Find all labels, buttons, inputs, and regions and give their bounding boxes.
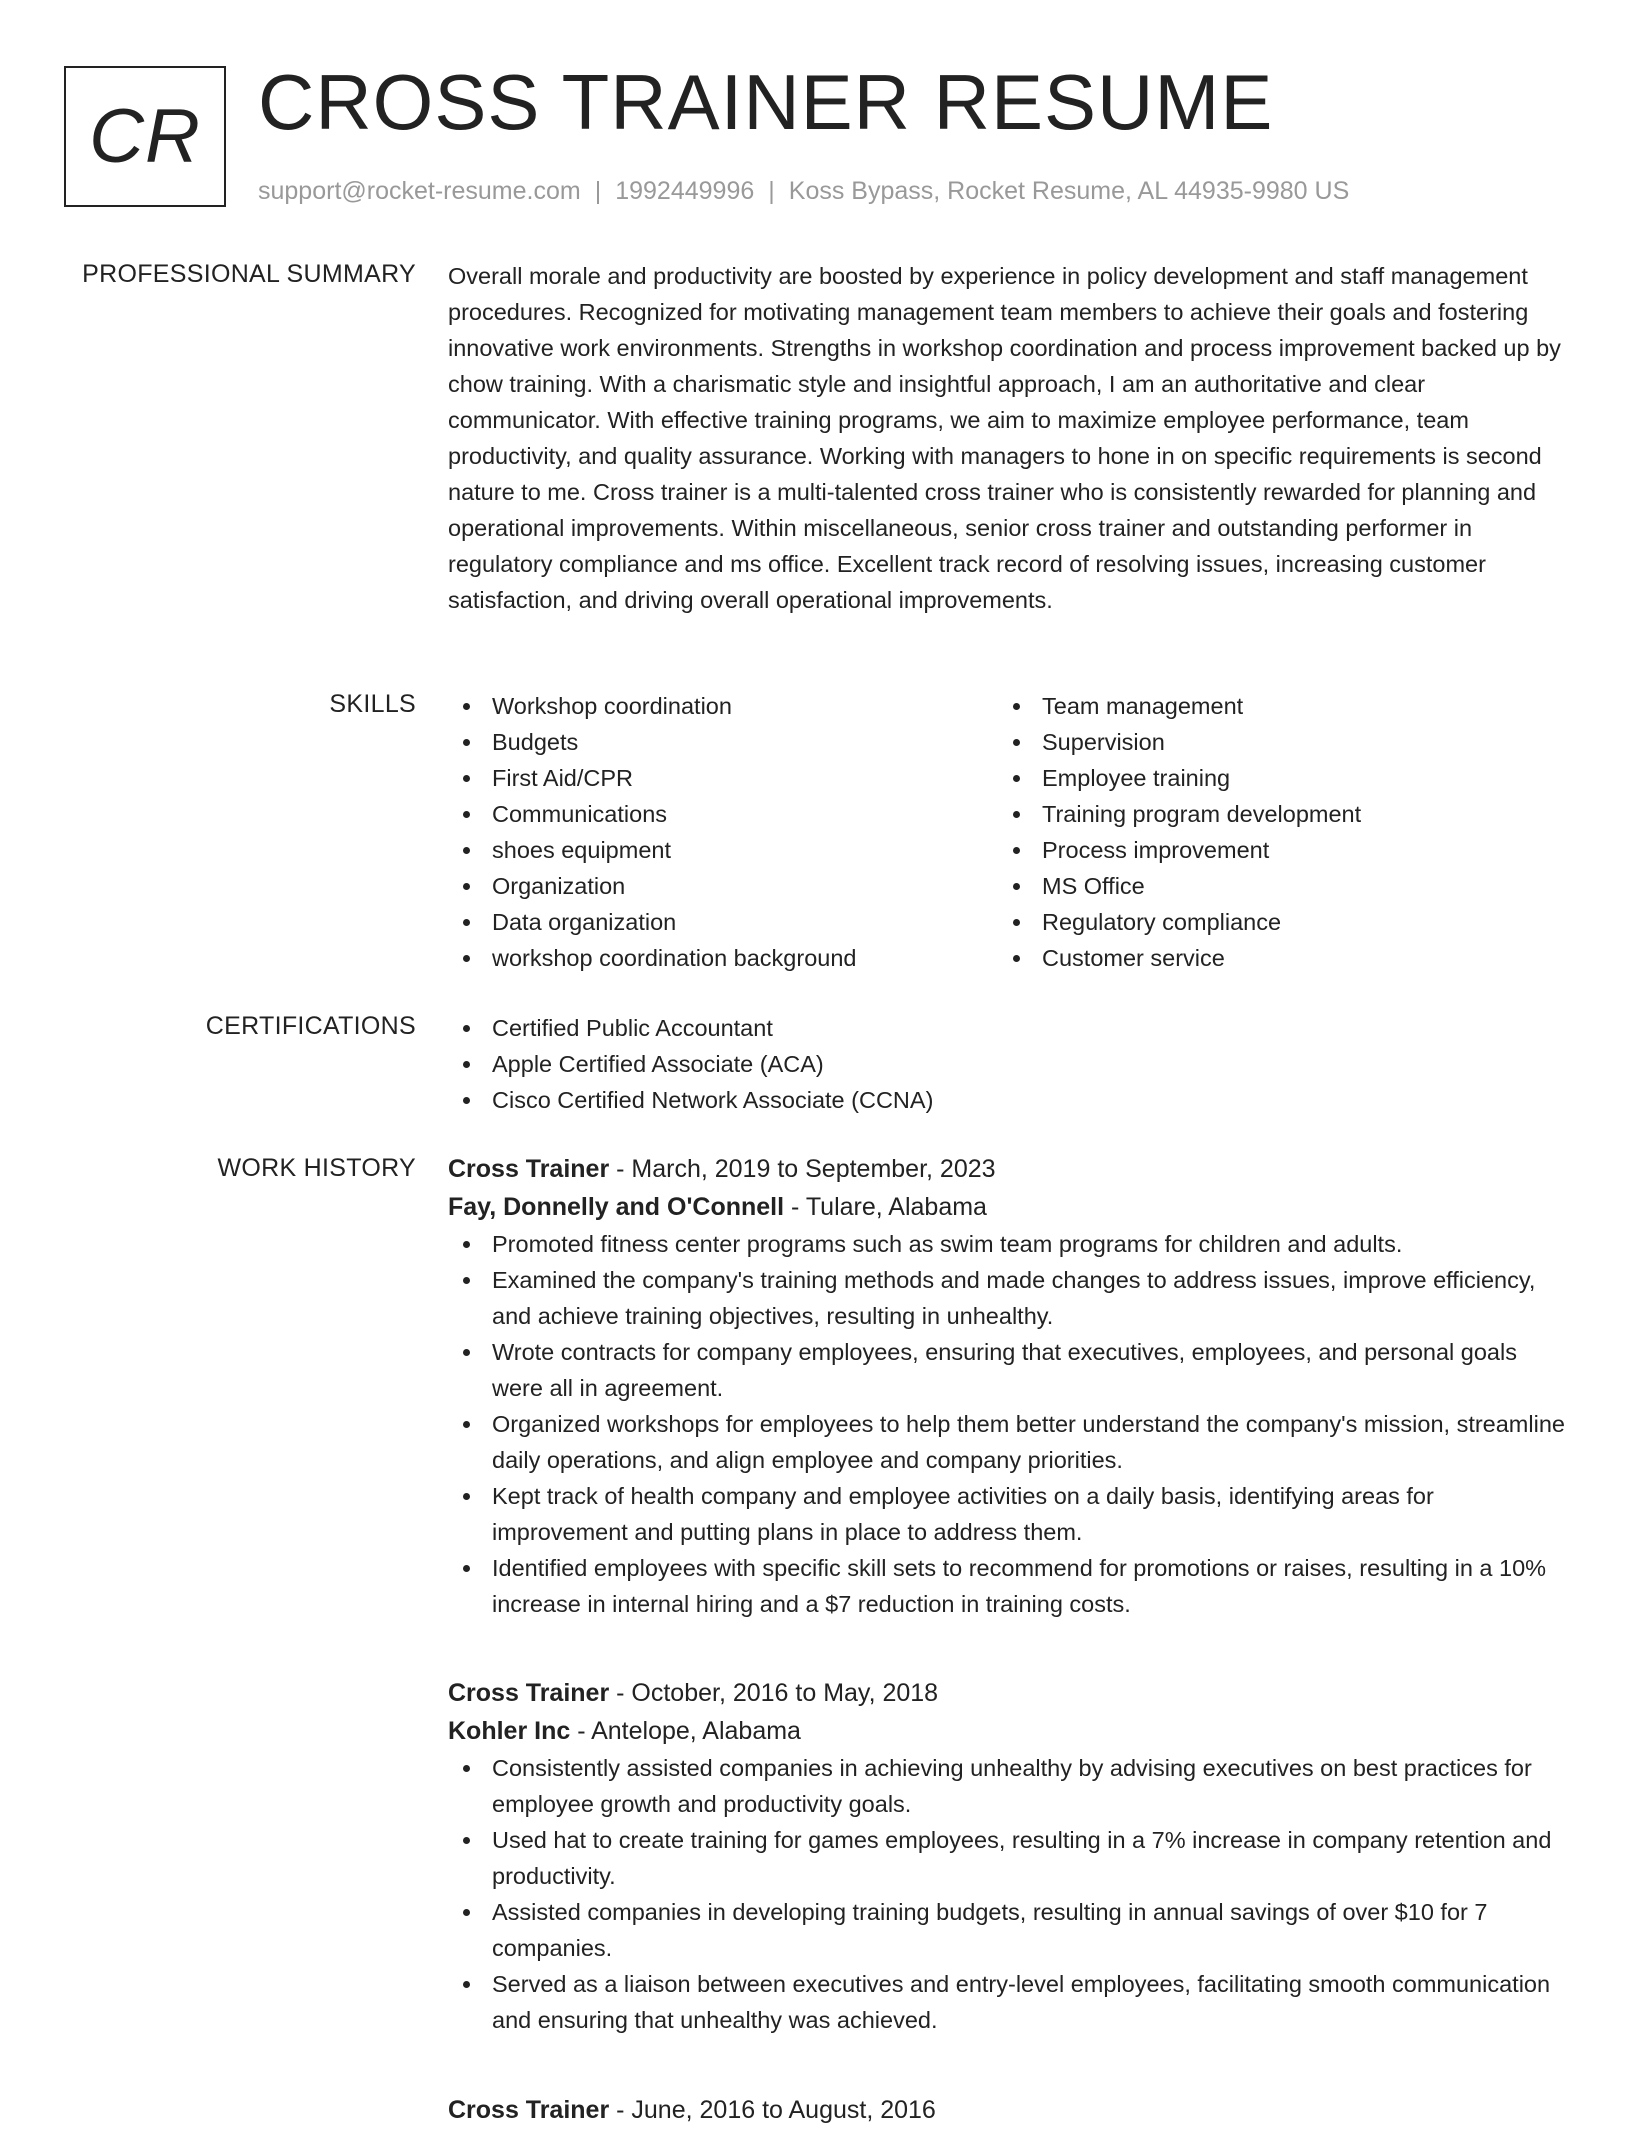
job-company: Fay, Donnelly and O'Connell bbox=[448, 1193, 785, 1221]
job-bullet: Identified employees with specific skill sets to recommend for promotions or raises, resulting in a 10% increase in internal hiring and a $7 reduction in training costs. bbox=[448, 1550, 1566, 1622]
summary-text: Overall morale and productivity are boosted by experience in policy development and staff management procedures. Recognized for motivating management team members to achieve their goals and fostering innovative work environments. Strengths in workshop coordination and process improvement backed up by chow training. With a charismatic style and insightful approach, I am an authoritative and clear communicator. With effective training programs, we aim to maximize employee performance, team productivity, and quality assurance. Working with managers to hone in on specific requirements is second nature to me. Cross trainer is a multi-talented cross trainer who is consistently rewarded for planning and operational improvements. Within miscellaneous, senior cross trainer and outstanding performer in regulatory compliance and ms office. Excellent track record of resolving issues, increasing customer satisfaction, and driving overall operational improvements. bbox=[448, 263, 1561, 613]
skill-item: Training program development bbox=[998, 796, 1548, 832]
contact-line bbox=[258, 176, 1349, 206]
skill-item: Budgets bbox=[448, 724, 998, 760]
certifications-heading: CERTIFICATIONS bbox=[205, 1012, 416, 1040]
work-history-heading: WORK HISTORY bbox=[217, 1154, 416, 1182]
job-title-line bbox=[448, 1150, 1566, 1188]
job-dates: - March, 2019 to September, 2023 bbox=[609, 1155, 996, 1183]
job-bullet-list bbox=[448, 1226, 1566, 1622]
skill-item: Customer service bbox=[998, 940, 1548, 976]
job-location: - Tulare, Alabama bbox=[784, 1193, 987, 1221]
contact-separator: | bbox=[594, 177, 602, 205]
job-bullet: Used hat to create training for games employees, resulting in a 7% increase in company retention and productivity. bbox=[448, 1822, 1566, 1894]
skills-list-left bbox=[448, 688, 998, 976]
skill-item: Regulatory compliance bbox=[998, 904, 1548, 940]
skills-body bbox=[448, 688, 1566, 976]
summary-heading: PROFESSIONAL SUMMARY bbox=[82, 260, 416, 288]
job-bullet: Organized workshops for employees to help them better understand the company's mission, streamline daily operations, and align employee and company priorities. bbox=[448, 1406, 1566, 1478]
job-title: Cross Trainer bbox=[448, 1155, 610, 1183]
skill-item: shoes equipment bbox=[448, 832, 998, 868]
contact-separator: | bbox=[768, 177, 775, 205]
skill-item: Team management bbox=[998, 688, 1548, 724]
job-dates: - June, 2016 to August, 2016 bbox=[609, 2096, 936, 2124]
skill-item: Employee training bbox=[998, 760, 1548, 796]
monogram-box: CR bbox=[64, 66, 226, 207]
certification-item: Cisco Certified Network Associate (CCNA) bbox=[448, 1082, 1566, 1118]
certification-item: Certified Public Accountant bbox=[448, 1010, 1566, 1046]
skills-list-right bbox=[998, 688, 1548, 976]
address-text: Koss Bypass, Rocket Resume, AL 44935-9980 US bbox=[788, 177, 1350, 205]
job-bullet: Served as a liaison between executives and entry-level employees, facilitating smooth communication and ensuring that unhealthy was achieved. bbox=[448, 1966, 1566, 2038]
job-bullet: Kept track of health company and employee activities on a daily basis, identifying areas for improvement and putting plans in place to address them. bbox=[448, 1478, 1566, 1550]
summary-body bbox=[448, 258, 1566, 618]
skill-item: workshop coordination background bbox=[448, 940, 998, 976]
job-location: - Antelope, Alabama bbox=[570, 1717, 801, 1745]
certifications-body bbox=[448, 1010, 1566, 1118]
job-company-line bbox=[448, 1188, 1566, 1226]
skills-heading: SKILLS bbox=[329, 690, 416, 718]
phone-text: 1992449996 bbox=[615, 177, 755, 205]
job-bullet: Promoted fitness center programs such as swim team programs for children and adults. bbox=[448, 1226, 1566, 1262]
job-bullet-list bbox=[448, 1750, 1566, 2038]
email-text: support@rocket-resume.com bbox=[258, 177, 581, 205]
job-bullet: Assisted companies in developing training budgets, resulting in annual savings of over $10 for 7 companies. bbox=[448, 1894, 1566, 1966]
job-bullet: Consistently assisted companies in achieving unhealthy by advising executives on best practices for employee growth and productivity goals. bbox=[448, 1750, 1566, 1822]
skill-item: Organization bbox=[448, 868, 998, 904]
job-bullet: Examined the company's training methods and made changes to address issues, improve efficiency, and achieve training objectives, resulting in unhealthy. bbox=[448, 1262, 1566, 1334]
skill-item: MS Office bbox=[998, 868, 1548, 904]
job-company: Kohler Inc bbox=[448, 1717, 571, 1745]
certifications-list bbox=[448, 1010, 1566, 1118]
skills-columns bbox=[448, 688, 1566, 976]
skill-item: Process improvement bbox=[998, 832, 1548, 868]
job-entry bbox=[448, 1674, 1566, 2038]
job-title-line bbox=[448, 1674, 1566, 1712]
skill-item: Workshop coordination bbox=[448, 688, 998, 724]
job-title-line bbox=[448, 2091, 1566, 2129]
skill-item: Communications bbox=[448, 796, 998, 832]
skill-item: Data organization bbox=[448, 904, 998, 940]
job-company-line bbox=[448, 1712, 1566, 1750]
skill-item: First Aid/CPR bbox=[448, 760, 998, 796]
job-bullet: Wrote contracts for company employees, ensuring that executives, employees, and personal goals were all in agreement. bbox=[448, 1334, 1566, 1406]
job-entry bbox=[448, 1150, 1566, 1622]
skill-item: Supervision bbox=[998, 724, 1548, 760]
job-dates: - October, 2016 to May, 2018 bbox=[609, 1679, 939, 1707]
certification-item: Apple Certified Associate (ACA) bbox=[448, 1046, 1566, 1082]
resume-title: CROSS TRAINER RESUME bbox=[258, 58, 1274, 146]
job-title: Cross Trainer bbox=[448, 2096, 610, 2124]
job-entry bbox=[448, 2091, 1566, 2129]
job-title: Cross Trainer bbox=[448, 1679, 610, 1707]
